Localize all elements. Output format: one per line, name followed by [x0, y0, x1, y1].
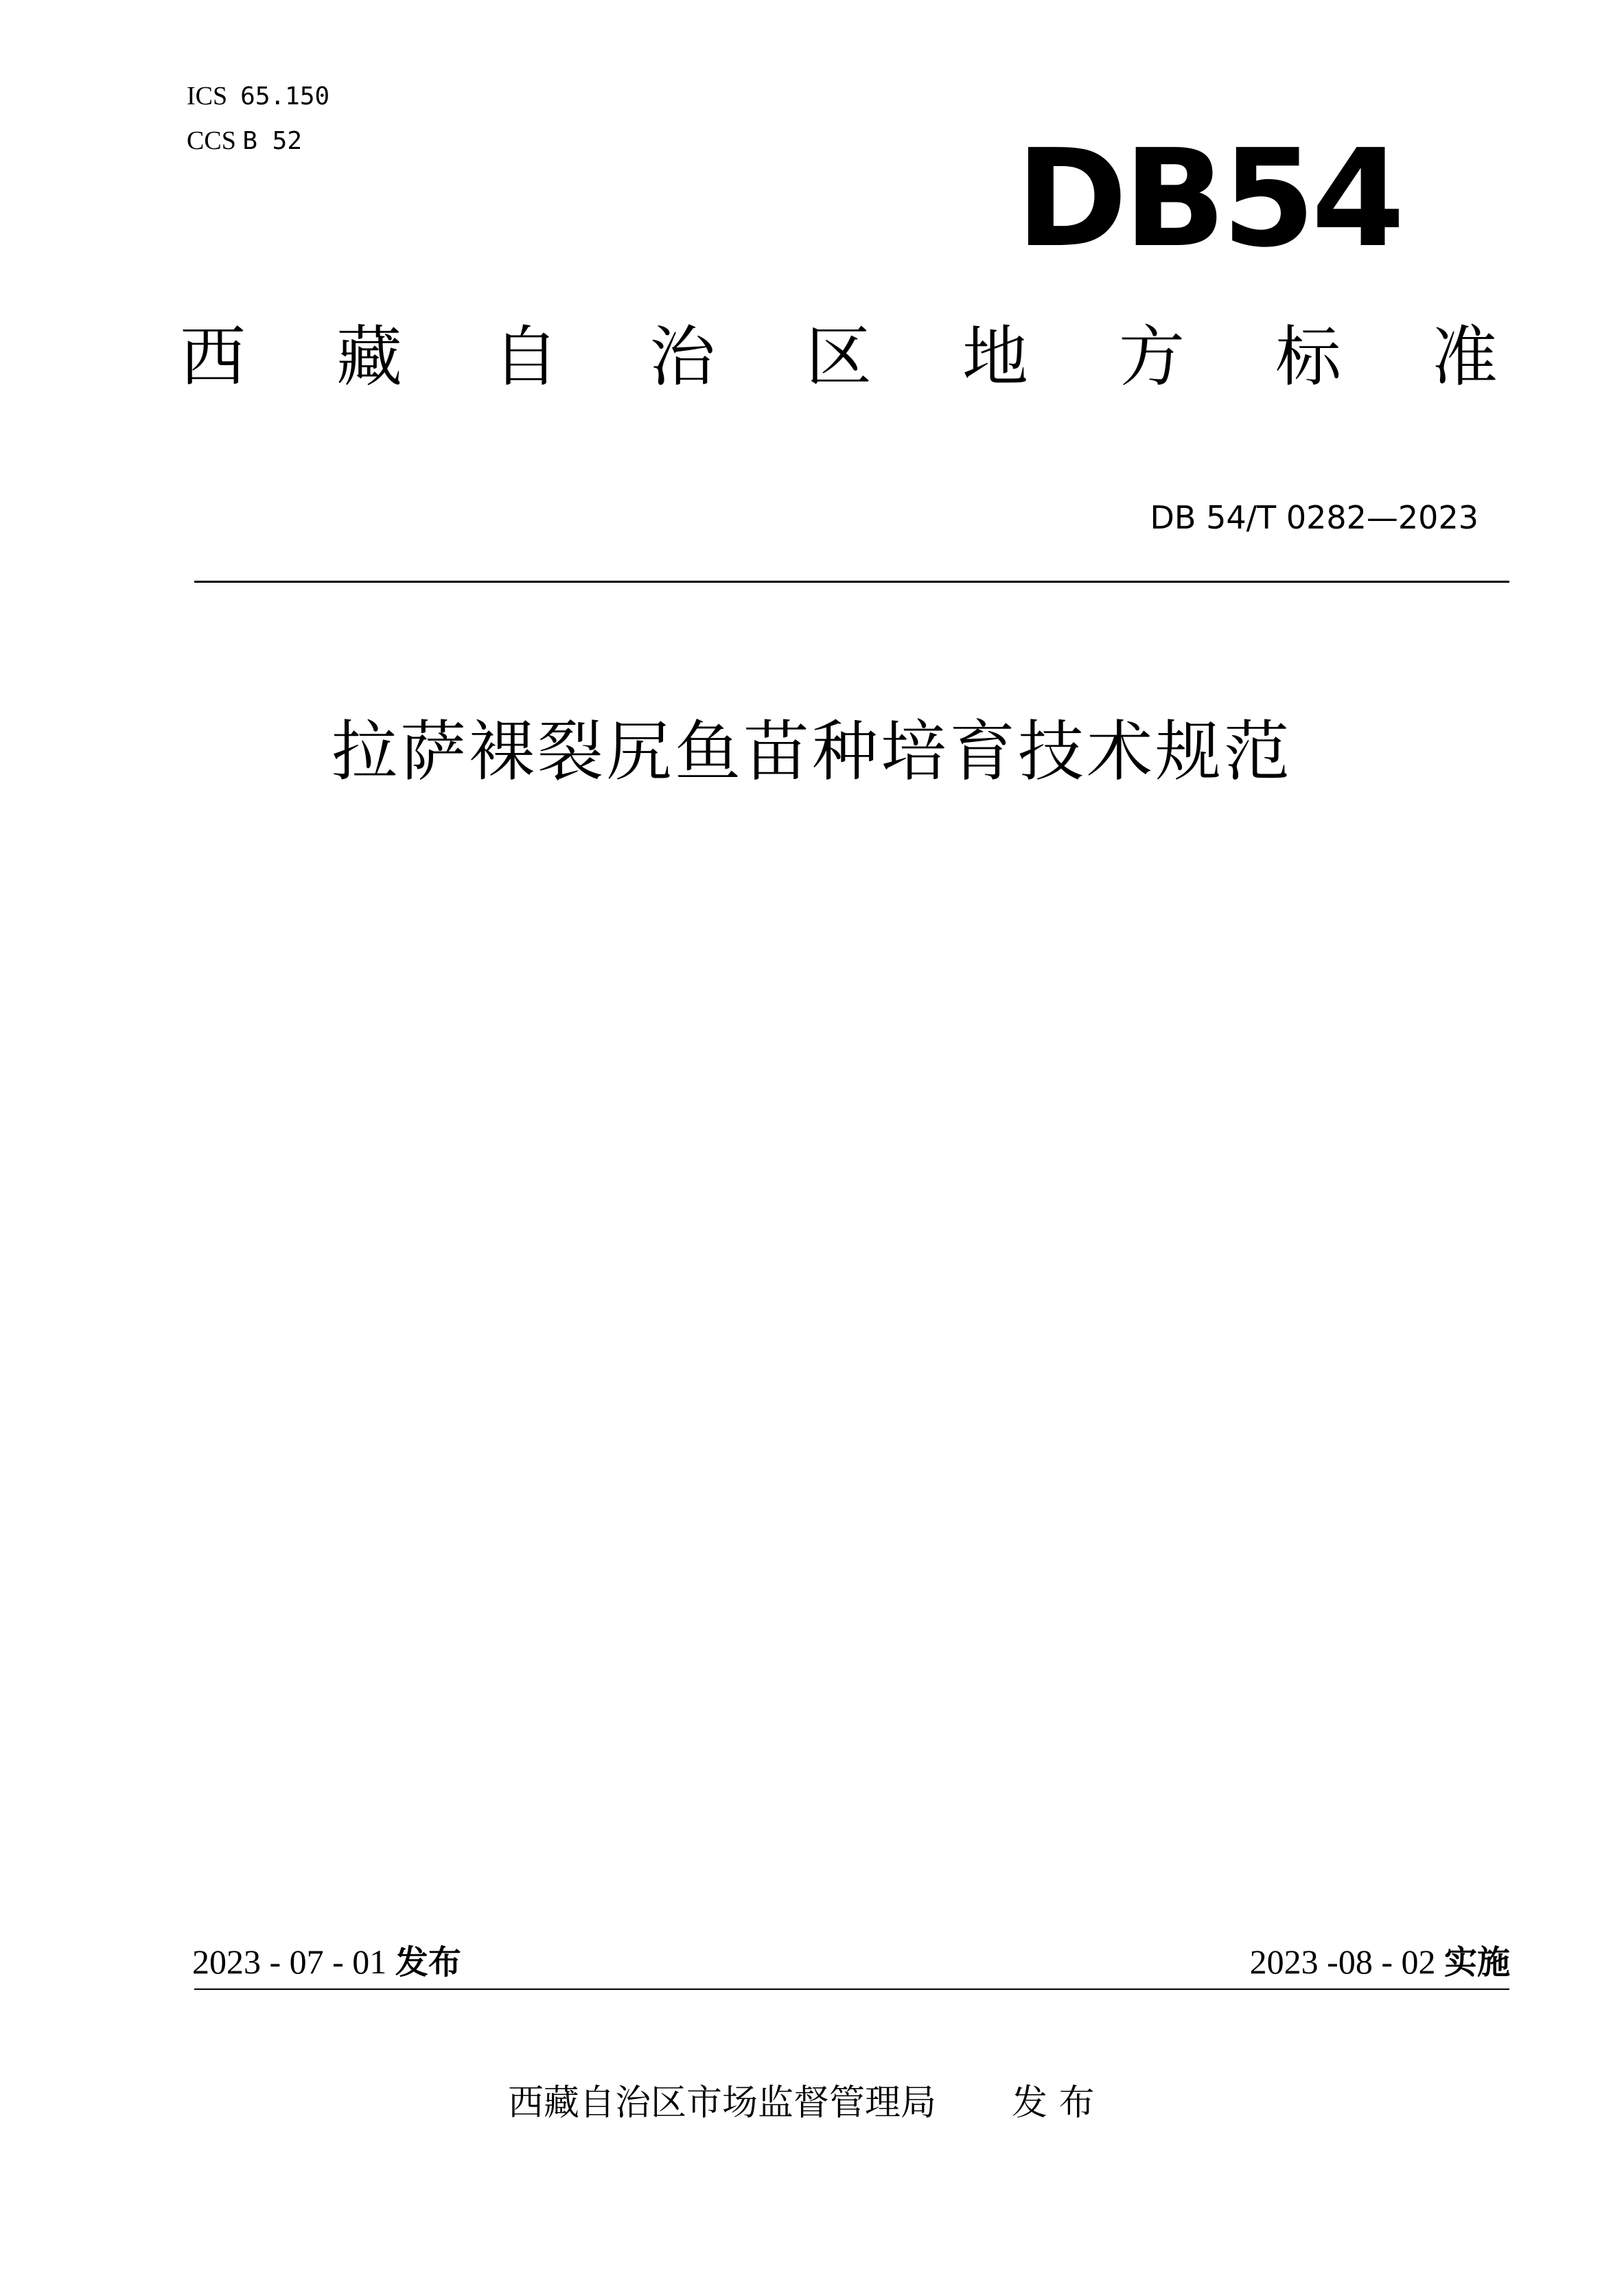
publisher-line	[508, 2076, 1095, 2131]
ccs-code: B 52	[242, 127, 303, 155]
bottom-divider	[194, 1988, 1509, 1990]
ics-code: 65.150	[240, 82, 330, 111]
classification-codes	[187, 74, 329, 163]
implementation-date: 2023 -08 - 02	[1249, 1943, 1436, 1981]
standard-type-heading	[180, 312, 1498, 402]
heading-char: 准	[1432, 318, 1498, 395]
implementation-label: 实施	[1443, 1943, 1510, 1982]
ccs-row	[187, 119, 329, 163]
heading-char: 西	[180, 318, 246, 395]
heading-char: 区	[806, 318, 872, 395]
release-date: 2023 - 07 - 01	[192, 1943, 387, 1981]
ccs-label: CCS	[187, 126, 236, 155]
heading-char: 藏	[336, 318, 402, 395]
heading-char: 地	[962, 318, 1028, 395]
release-label: 发布	[395, 1943, 461, 1982]
standard-number: DB 54/T 0282—2023	[1150, 499, 1478, 536]
db54-logo: DB54	[1016, 121, 1401, 277]
release-date-line	[192, 1938, 461, 1986]
ics-label: ICS	[187, 82, 228, 111]
publisher-action: 发 布	[1012, 2083, 1095, 2124]
ics-row	[187, 74, 329, 119]
publisher-name: 西藏自治区市场监督管理局	[508, 2083, 937, 2124]
top-divider	[194, 581, 1509, 583]
heading-char: 方	[1119, 318, 1185, 395]
heading-char: 标	[1275, 318, 1341, 395]
heading-char: 治	[649, 318, 715, 395]
document-title: 拉萨裸裂尻鱼苗种培育技术规范	[332, 713, 1292, 790]
implementation-date-line	[1250, 1938, 1510, 1986]
heading-char: 自	[493, 318, 559, 395]
